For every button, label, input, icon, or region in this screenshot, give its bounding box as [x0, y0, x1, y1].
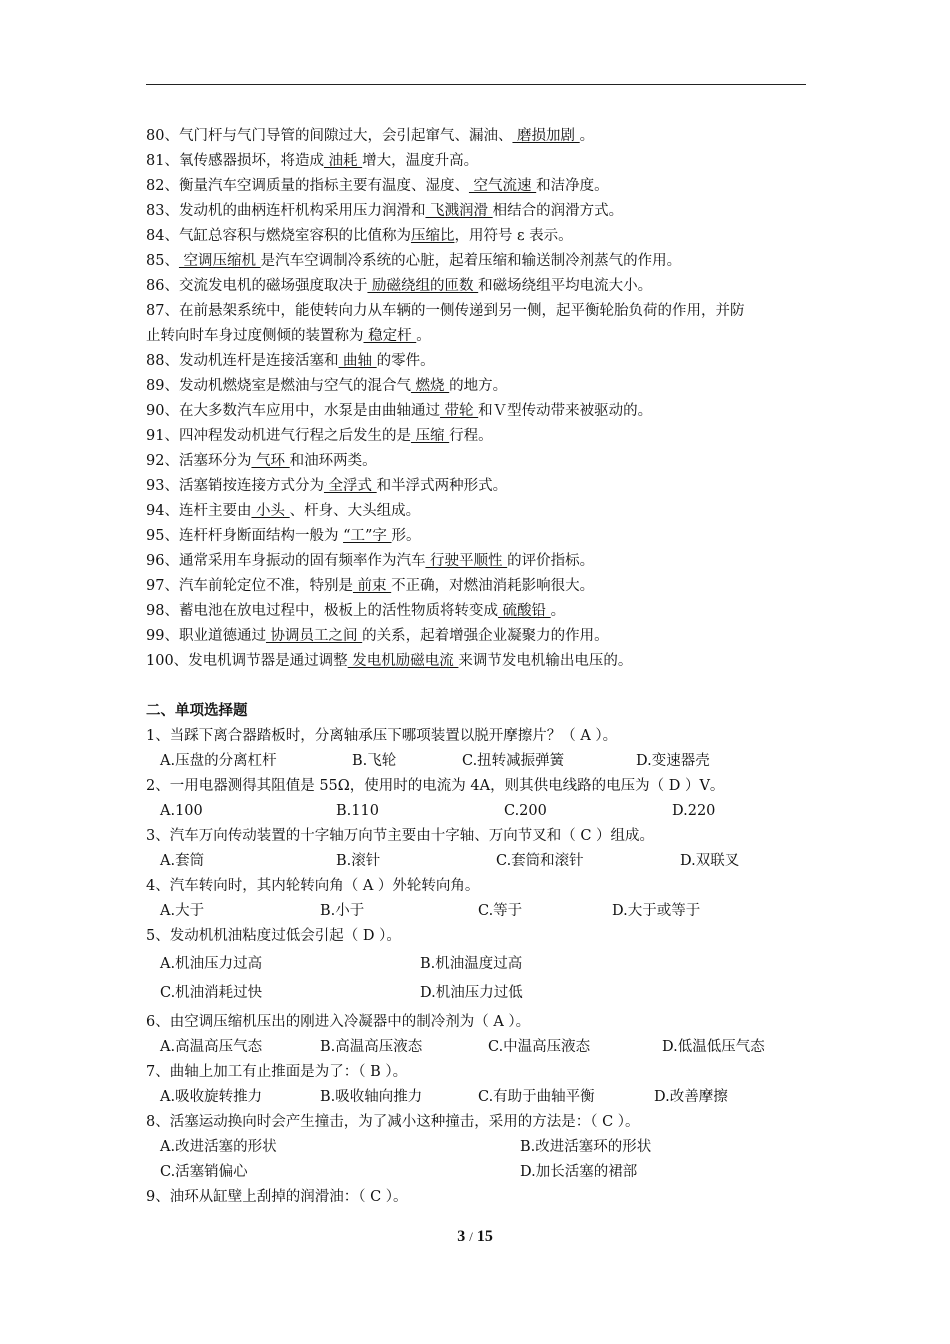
mc-question-3: 3、汽车万向传动装置的十字轴万向节主要由十字轴、万向节叉和（ C ）组成。 [146, 828, 655, 844]
mc7-option-d: D.改善摩擦 [654, 1089, 728, 1105]
mc3-option-d: D.双联叉 [680, 853, 740, 869]
mc-question-9: 9、油环从缸壁上刮掉的润滑油：（ C ）。 [146, 1189, 408, 1205]
question-93: 93、活塞销按连接方式分为 全浮式 和半浮式两种形式。 [146, 478, 508, 494]
mc1-option-b: B.飞轮 [352, 753, 397, 769]
question-90: 90、在大多数汽车应用中，水泵是由曲轴通过 带轮 和Ｖ型传动带来被驱动的。 [146, 403, 653, 419]
answer-85: 空调压缩机 [178, 253, 261, 269]
mc5-option-c: C.机油消耗过快 [160, 985, 263, 1001]
answer-84: 压缩比 [410, 228, 455, 244]
mc4-option-d: D.大于或等于 [612, 903, 701, 919]
mc5-option-a: A.机油压力过高 [160, 956, 263, 972]
answer-94: 小头 [251, 503, 290, 519]
mc3-option-b: B.滚针 [336, 853, 381, 869]
page-total: 15 [476, 1228, 493, 1245]
mc1-option-c: C.扭转减振弹簧 [462, 753, 565, 769]
mc8-option-d: D.加长活塞的裙部 [520, 1164, 638, 1180]
section-title: 二、单项选择题 [146, 702, 248, 719]
mc1-option-a: A.压盘的分离杠杆 [160, 753, 277, 769]
answer-100: 发电机励磁电流 [347, 653, 459, 669]
mc2-option-a: A.100 [160, 803, 203, 819]
question-85: 85、 空调压缩机 是汽车空调制冷系统的心脏，起着压缩和输送制冷剂蒸气的作用。 [146, 253, 682, 269]
answer-82: 空气流速 [468, 178, 537, 194]
mc-question-5: 5、发动机机油粘度过低会引起（ D ）。 [146, 928, 401, 944]
mc7-option-c: C.有助于曲轴平衡 [478, 1089, 595, 1105]
mc7-option-b: B.吸收轴向推力 [320, 1089, 423, 1105]
answer-93: 全浮式 [323, 478, 377, 494]
question-84: 84、气缸总容积与燃烧室容积的比值称为压缩比，用符号 ε 表示。 [146, 228, 573, 244]
mc8-option-c: C.活塞销偏心 [160, 1164, 248, 1180]
question-82: 82、衡量汽车空调质量的指标主要有温度、湿度、 空气流速 和洁净度。 [146, 178, 609, 194]
header-rule [146, 84, 806, 85]
answer-81: 油耗 [323, 153, 363, 169]
question-81: 81、氧传感器损坏，将造成 油耗 增大，温度升高。 [146, 153, 479, 169]
answer-88: 曲轴 [338, 353, 377, 369]
answer-96: 行驶平顺性 [425, 553, 508, 569]
mc2-option-d: D.220 [672, 803, 716, 819]
mc-question-2: 2、一用电器测得其阻值是 55Ω，使用时的电流为 4A，则其供电线路的电压为（ D ）V。 [146, 778, 725, 794]
mc-question-8: 8、活塞运动换向时会产生撞击，为了减小这种撞击，采用的方法是：（ C ）。 [146, 1114, 640, 1130]
mc3-option-a: A.套筒 [160, 853, 205, 869]
mc4-option-c: C.等于 [478, 903, 523, 919]
mc2-option-b: B.110 [336, 803, 379, 819]
mc-question-6: 6、由空调压缩机压出的刚进入冷凝器中的制冷剂为（ A ）。 [146, 1014, 531, 1030]
mc1-option-d: D.变速器壳 [636, 753, 710, 769]
answer-89: 燃烧 [410, 378, 450, 394]
answer-92: 气环 [251, 453, 290, 469]
mc-question-4: 4、汽车转向时，其内轮转向角（ A ）外轮转向角。 [146, 878, 480, 894]
answer-80: 磨损加剧 [512, 128, 580, 144]
mc7-option-a: A.吸收旋转推力 [160, 1089, 263, 1105]
question-88: 88、发动机连杆是连接活塞和 曲轴 的零件。 [146, 353, 435, 369]
question-94: 94、连杆主要由 小头 、杆身、大头组成。 [146, 503, 421, 519]
answer-86: 励磁绕组的匝数 [367, 278, 479, 294]
question-91: 91、四冲程发动机进气行程之后发生的是 压缩 行程。 [146, 428, 493, 444]
answer-98: 硫酸铅 [497, 603, 551, 619]
question-87-line1: 87、在前悬架系统中，能使转向力从车辆的一侧传递到另一侧，起平衡轮胎负荷的作用，并防 [146, 303, 745, 319]
question-100: 100、发电机调节器是通过调整 发电机励磁电流 来调节发电机输出电压的。 [146, 653, 633, 669]
answer-95: “工”字 [343, 528, 392, 544]
mc6-option-a: A.高温高压气态 [160, 1039, 263, 1055]
mc-question-7: 7、曲轴上加工有止推面是为了：（ B ）。 [146, 1064, 408, 1080]
answer-91: 压缩 [410, 428, 450, 444]
question-89: 89、发动机燃烧室是燃油与空气的混合气 燃烧 的地方。 [146, 378, 508, 394]
mc6-option-c: C.中温高压液态 [488, 1039, 591, 1055]
question-99: 99、职业道德通过 协调员工之间 的关系，起着增强企业凝聚力的作用。 [146, 628, 609, 644]
mc6-option-d: D.低温低压气态 [662, 1039, 765, 1055]
question-96: 96、通常采用车身振动的固有频率作为汽车 行驶平顺性 的评价指标。 [146, 553, 595, 569]
answer-97: 前束 [352, 578, 392, 594]
mc8-option-a: A.改进活塞的形状 [160, 1139, 277, 1155]
answer-83: 飞溅润滑 [425, 203, 493, 219]
mc3-option-c: C.套筒和滚针 [496, 853, 584, 869]
mc5-option-b: B.机油温度过高 [420, 956, 523, 972]
page-current: 3 [457, 1228, 466, 1245]
question-98: 98、蓄电池在放电过程中，极板上的活性物质将转变成 硫酸铅 。 [146, 603, 566, 619]
page-separator: / [469, 1229, 473, 1244]
question-83: 83、发动机的曲柄连杆机构采用压力润滑和 飞溅润滑 相结合的润滑方式。 [146, 203, 624, 219]
question-87-line2: 止转向时车身过度侧倾的装置称为 稳定杆 。 [146, 328, 431, 344]
question-95: 95、连杆杆身断面结构一般为 “工”字 形。 [146, 528, 421, 544]
answer-90: 带轮 [439, 403, 479, 419]
answer-99: 协调员工之间 [265, 628, 363, 644]
question-80: 80、气门杆与气门导管的间隙过大，会引起窜气、漏油、 磨损加剧 。 [146, 128, 595, 144]
answer-87: 稳定杆 [363, 328, 417, 344]
mc5-option-d: D.机油压力过低 [420, 985, 523, 1001]
question-97: 97、汽车前轮定位不准，特别是 前束 不正确，对燃油消耗影响很大。 [146, 578, 595, 594]
mc4-option-a: A.大于 [160, 903, 205, 919]
mc8-option-b: B.改进活塞环的形状 [520, 1139, 652, 1155]
page-number [0, 1228, 950, 1246]
mc6-option-b: B.高温高压液态 [320, 1039, 423, 1055]
mc-question-1: 1、当踩下离合器踏板时，分离轴承压下哪项装置以脱开摩擦片？（ A ）。 [146, 728, 618, 744]
question-92: 92、活塞环分为 气环 和油环两类。 [146, 453, 377, 469]
mc4-option-b: B.小于 [320, 903, 365, 919]
question-86: 86、交流发电机的磁场强度取决于 励磁绕组的匝数 和磁场绕组平均电流大小。 [146, 278, 653, 294]
mc2-option-c: C.200 [504, 803, 547, 819]
